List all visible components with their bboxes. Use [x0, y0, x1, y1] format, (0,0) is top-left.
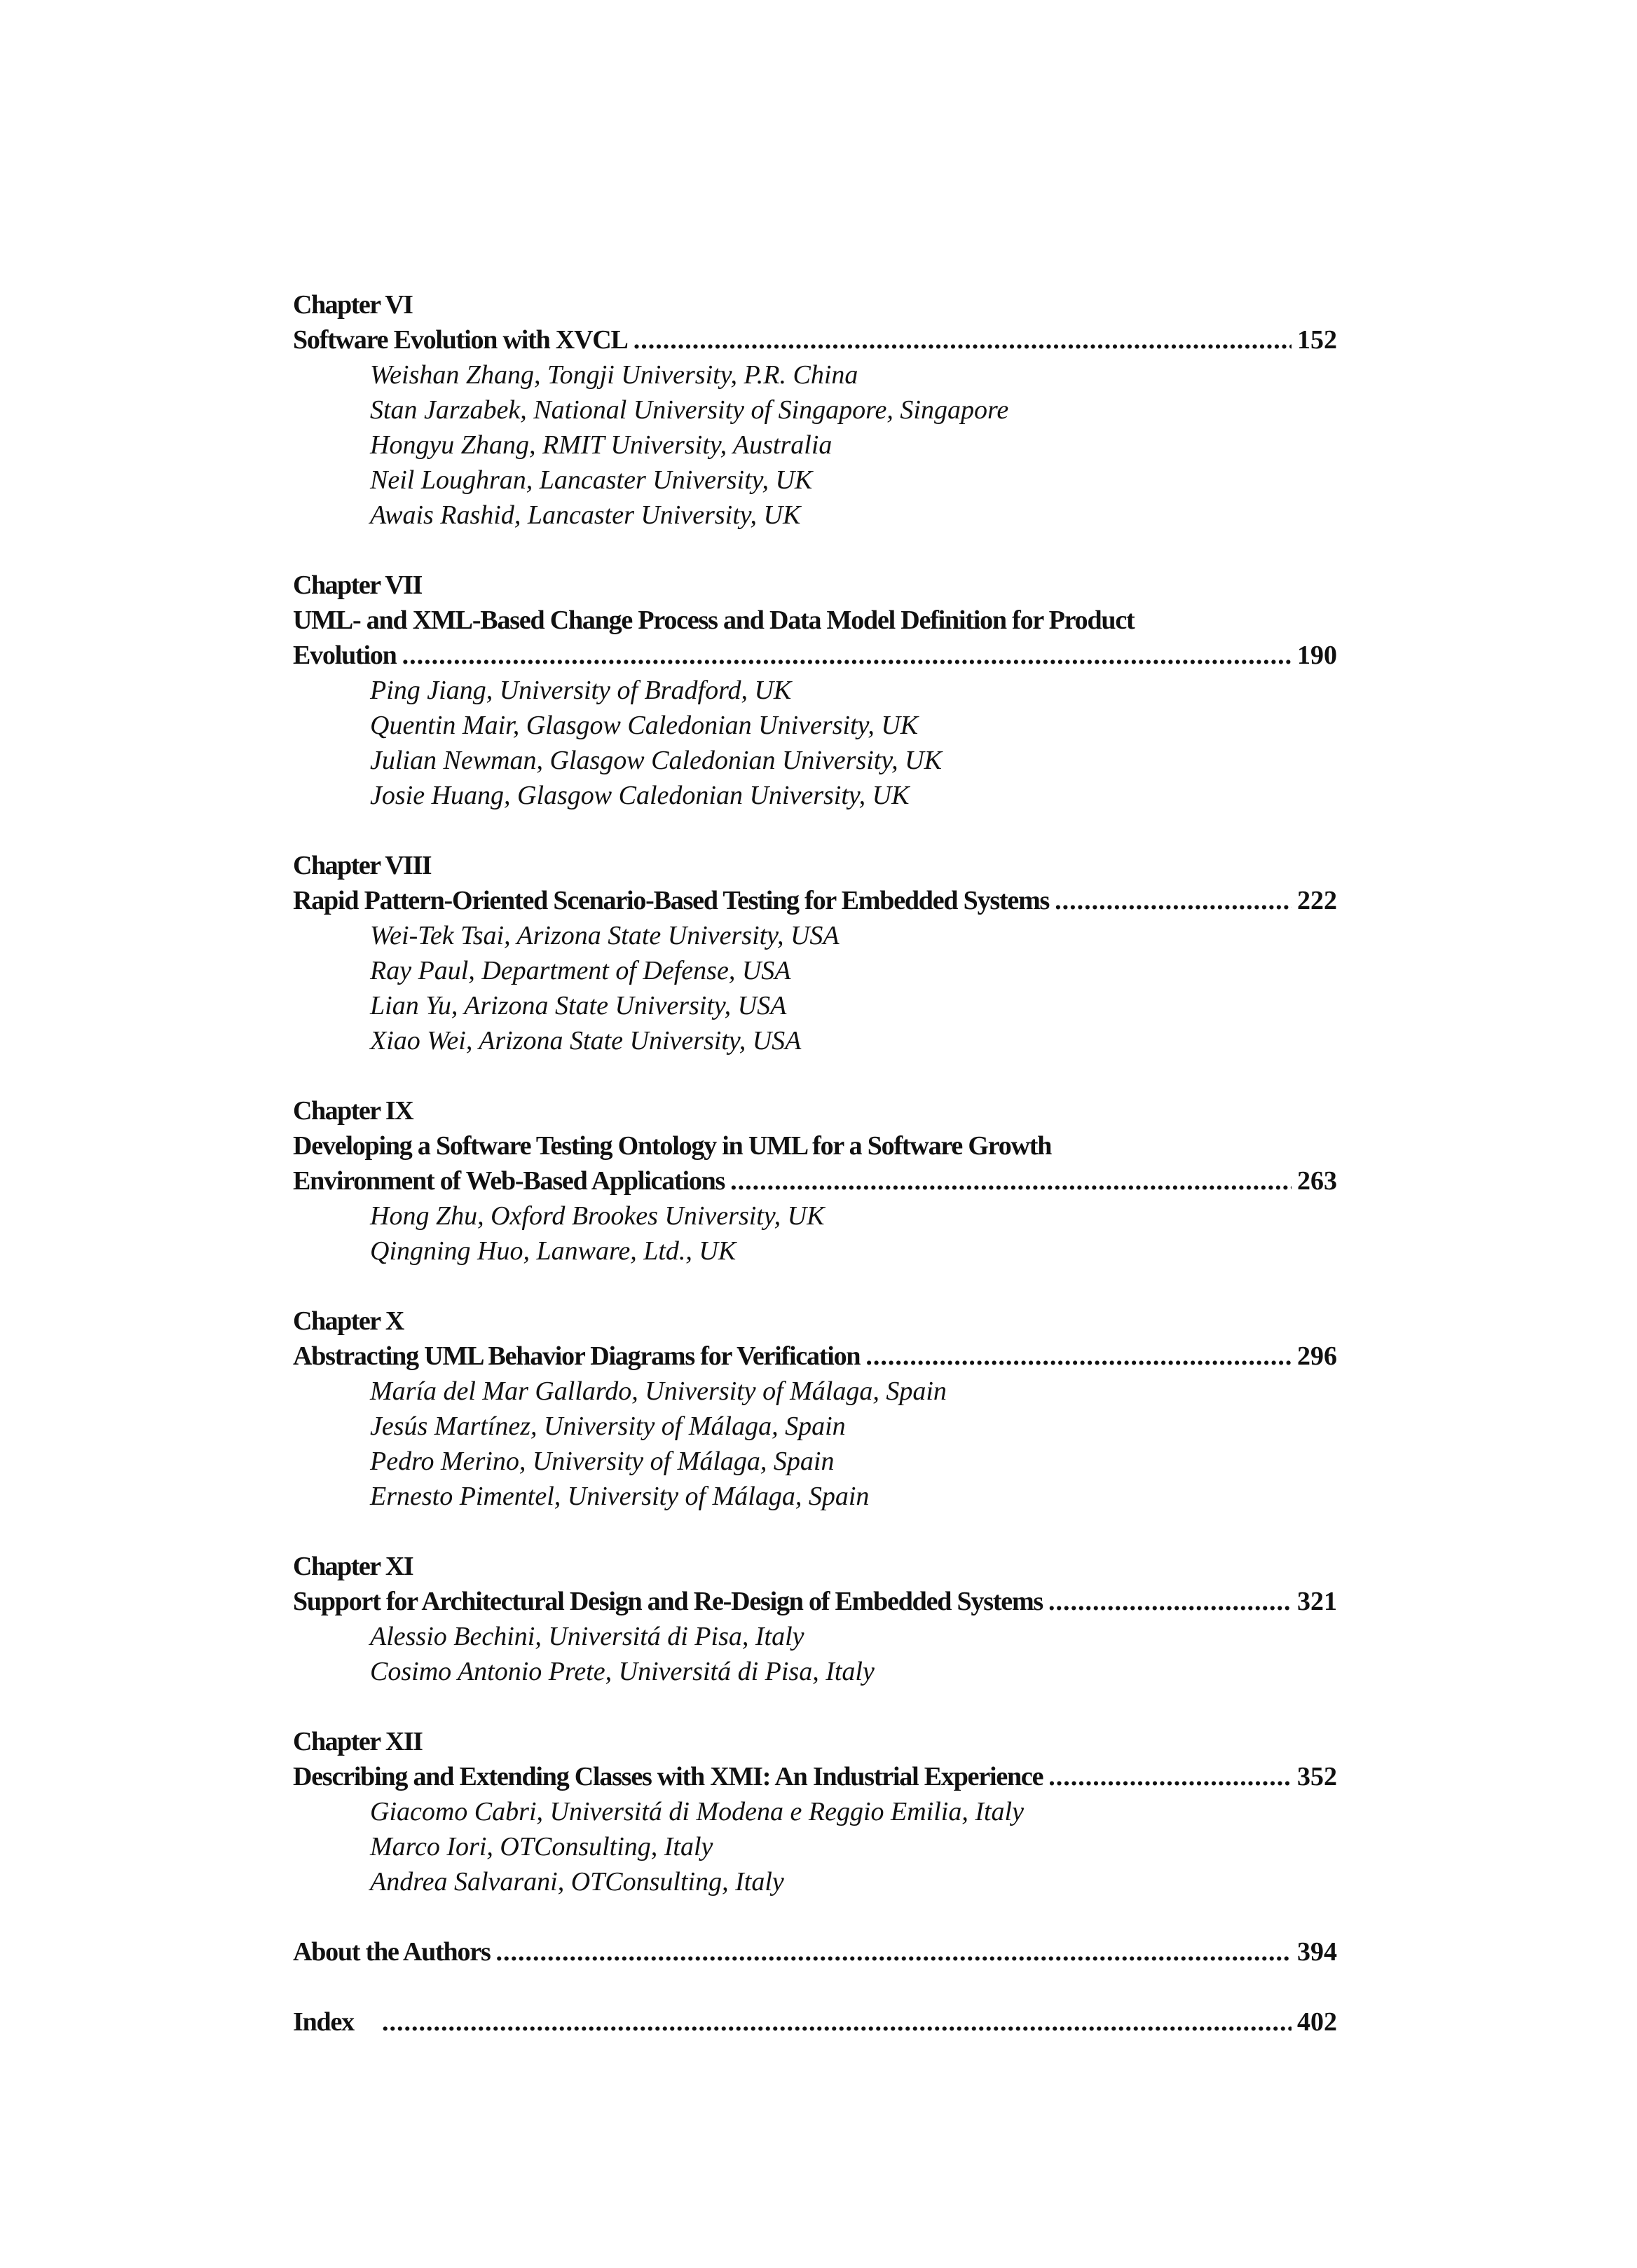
author-affiliation: Andrea Salvarani, OTConsulting, Italy [370, 1867, 784, 1897]
page-number: 402 [1297, 2007, 1337, 2037]
chapter-title: Support for Architectural Design and Re-Design of Embedded Systems [293, 1587, 1043, 1616]
chapter-label: Chapter VII [293, 571, 422, 600]
author-affiliation: Ernesto Pimentel, University of Málaga, Spain [370, 1482, 870, 1511]
dot-leader [1048, 1759, 1292, 1794]
entry-title: Index [293, 2007, 354, 2037]
toc-line [293, 322, 1337, 357]
chapter-title: Evolution [293, 641, 397, 670]
chapter-entry[interactable] [293, 1724, 1337, 1899]
dot-leader [1048, 1584, 1292, 1619]
author-list [293, 1794, 1337, 1899]
toc-line [293, 638, 1337, 673]
page-number: 352 [1297, 1762, 1337, 1791]
chapter-title: Rapid Pattern-Oriented Scenario-Based Testing for Embedded Systems [293, 886, 1050, 915]
author-affiliation: Neil Loughran, Lancaster University, UK [370, 465, 813, 495]
toc-line [293, 1584, 1337, 1619]
dot-leader [633, 322, 1292, 357]
chapter-entry[interactable] [293, 1093, 1337, 1269]
chapter-title: Abstracting UML Behavior Diagrams for Verification [293, 1341, 861, 1371]
chapter-label: Chapter IX [293, 1096, 413, 1126]
toc-line [293, 2004, 1337, 2040]
chapter-label: Chapter X [293, 1306, 404, 1336]
toc-line [293, 1339, 1337, 1374]
author-list [293, 1619, 1337, 1689]
chapter-label: Chapter XII [293, 1727, 423, 1756]
author-affiliation: Weishan Zhang, Tongji University, P.R. China [370, 360, 858, 390]
dot-leader [730, 1163, 1292, 1198]
page-number: 222 [1297, 886, 1337, 915]
author-affiliation: Awais Rashid, Lancaster University, UK [370, 500, 801, 530]
page-number: 152 [1297, 325, 1337, 355]
chapter-list [293, 287, 1337, 1899]
author-affiliation: Ray Paul, Department of Defense, USA [370, 956, 791, 985]
entry-title: About the Authors [293, 1937, 491, 1967]
chapter-title: Environment of Web-Based Applications [293, 1166, 725, 1196]
author-list [293, 1198, 1337, 1269]
author-list [293, 1374, 1337, 1514]
dot-leader [382, 2004, 1292, 2040]
author-affiliation: Xiao Wei, Arizona State University, USA [370, 1026, 802, 1056]
toc-line [293, 883, 1337, 918]
page-number: 394 [1297, 1937, 1337, 1967]
author-affiliation: Stan Jarzabek, National University of Singapore, Singapore [370, 395, 1009, 425]
chapter-entry[interactable] [293, 287, 1337, 533]
chapter-title: Software Evolution with XVCL [293, 325, 628, 355]
page-number: 190 [1297, 641, 1337, 670]
author-affiliation: Josie Huang, Glasgow Caledonian University, UK [370, 781, 910, 810]
chapter-entry[interactable] [293, 1304, 1337, 1514]
chapter-entry[interactable] [293, 1549, 1337, 1689]
author-affiliation: Hong Zhu, Oxford Brookes University, UK [370, 1201, 825, 1231]
dot-leader [1055, 883, 1292, 918]
author-list [293, 673, 1337, 813]
dot-leader [865, 1339, 1292, 1374]
author-affiliation: Giacomo Cabri, Universitá di Modena e Reggio Emilia, Italy [370, 1797, 1024, 1826]
page-number: 296 [1297, 1341, 1337, 1371]
chapter-label: Chapter XI [293, 1552, 413, 1581]
chapter-title: Describing and Extending Classes with XMI: An Industrial Experience [293, 1762, 1043, 1791]
chapter-entry[interactable] [293, 848, 1337, 1058]
table-of-contents [293, 287, 1337, 2075]
dot-leader [496, 1934, 1292, 1969]
author-affiliation: Alessio Bechini, Universitá di Pisa, Italy [370, 1622, 804, 1651]
toc-line [293, 1759, 1337, 1794]
author-affiliation: Qingning Huo, Lanware, Ltd., UK [370, 1236, 737, 1266]
author-affiliation: Ping Jiang, University of Bradford, UK [370, 676, 792, 705]
author-list [293, 357, 1337, 533]
author-affiliation: Marco Iori, OTConsulting, Italy [370, 1832, 713, 1861]
chapter-label: Chapter VI [293, 290, 413, 320]
author-affiliation: Quentin Mair, Glasgow Caledonian University, UK [370, 711, 919, 740]
author-affiliation: María del Mar Gallardo, University of Málaga, Spain [370, 1376, 947, 1406]
toc-line [293, 1163, 1337, 1198]
chapter-title-line: Developing a Software Testing Ontology in UML for a Software Growth [293, 1131, 1052, 1161]
toc-line [293, 1934, 1337, 1969]
author-affiliation: Cosimo Antonio Prete, Universitá di Pisa, Italy [370, 1657, 875, 1686]
author-affiliation: Hongyu Zhang, RMIT University, Australia [370, 430, 833, 460]
index-entry[interactable] [293, 2004, 1337, 2040]
dot-leader [402, 638, 1292, 673]
author-list [293, 918, 1337, 1058]
page-number: 263 [1297, 1166, 1337, 1196]
chapter-entry[interactable] [293, 568, 1337, 813]
author-affiliation: Pedro Merino, University of Málaga, Spain [370, 1447, 835, 1476]
author-affiliation: Julian Newman, Glasgow Caledonian University, UK [370, 746, 942, 775]
author-affiliation: Lian Yu, Arizona State University, USA [370, 991, 787, 1020]
chapter-title-line: UML- and XML-Based Change Process and Data Model Definition for Product [293, 606, 1135, 635]
author-affiliation: Wei-Tek Tsai, Arizona State University, USA [370, 921, 840, 950]
about-the-authors-entry[interactable] [293, 1934, 1337, 1969]
chapter-label: Chapter VIII [293, 851, 432, 880]
page-number: 321 [1297, 1587, 1337, 1616]
author-affiliation: Jesús Martínez, University of Málaga, Spain [370, 1412, 846, 1441]
